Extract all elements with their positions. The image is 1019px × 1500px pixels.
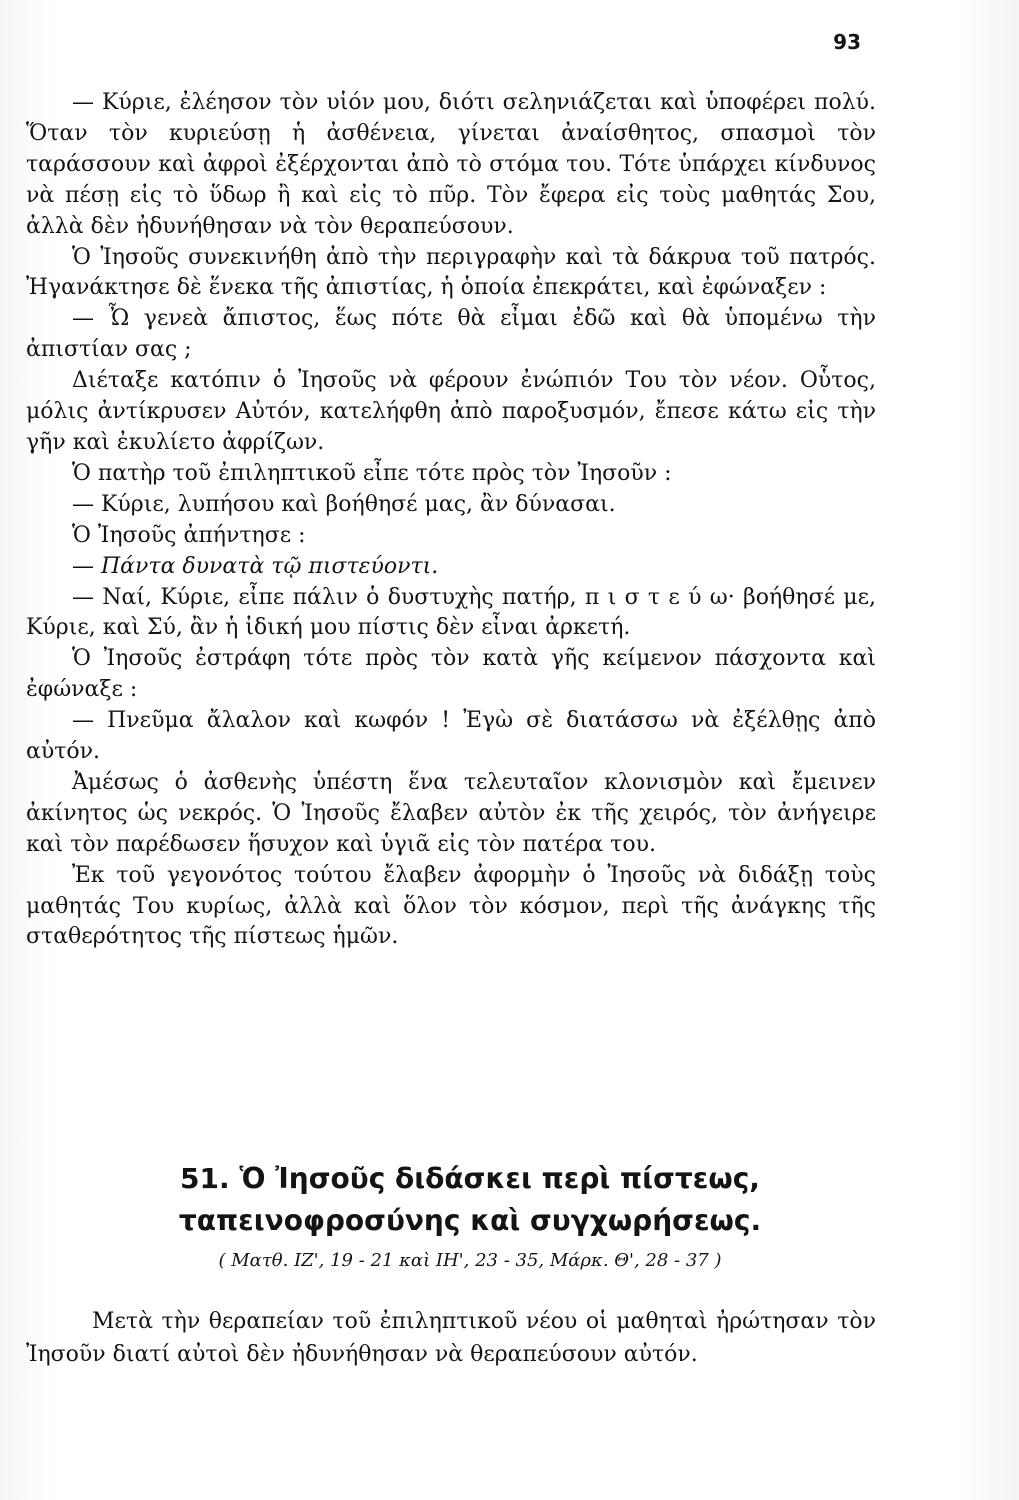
paragraph-jesus-answered: Ὁ Ἰησοῦς ἀπήντησε :: [72, 522, 306, 548]
body-text: [26, 88, 876, 953]
section-heading: [110, 1158, 830, 1242]
paragraph-boy-brought: Διέταξε κατόπιν ὁ Ἰησοῦς νὰ φέρουν ἐνώπιόν Του τὸν νέον. Οὗτος, μόλις ἀντίκρυσεν Αὐτόν, κατελήφθη ἀπὸ παροξυσμόν, ἔπεσε κάτω εἰς τὴν γῆν καὶ ἐκυλίετο ἀφρίζων.: [26, 368, 876, 455]
section-heading-line-1: 51. Ὁ Ἰησοῦς διδάσκει περὶ πίστεως,: [180, 1162, 760, 1195]
paragraph-faithless-generation: — Ὦ γενεὰ ἄπιστος, ἕως πότε θὰ εἶμαι ἐδῶ καὶ θὰ ὑπομένω τὴν ἀπιστίαν σας ;: [26, 306, 876, 363]
section-heading-line-2: ταπεινοφροσύνης καὶ συγχωρήσεως.: [178, 1204, 762, 1237]
paragraph-disciples-asked: Μετὰ τὴν θεραπείαν τοῦ ἐπιληπτικοῦ νέου οἱ μαθηταὶ ἠρώτησαν τὸν Ἰησοῦν διατί αὐτοὶ δὲν ἠδυνήθησαν νὰ θεραπεύσουν αὐτόν.: [26, 1309, 876, 1367]
paragraph-lesson: Ἐκ τοῦ γεγονότος τούτου ἔλαβεν ἀφορμὴν ὁ Ἰησοῦς νὰ διδάξῃ τοὺς μαθητάς Του κυρίως, ἀλλὰ καὶ ὅλον τὸν κόσμον, περὶ τῆς ἀνάγκης τῆς σταθερότητος τῆς πίστεως ἡμῶν.: [26, 862, 876, 950]
paragraph-healing: Ἀμέσως ὁ ἀσθενὴς ὑπέστη ἕνα τελευταῖον κλονισμὸν καὶ ἔμεινεν ἀκίνητος ὡς νεκρός. Ὁ Ἰησοῦς ἔλαβεν αὐτὸν ἐκ τῆς χειρός, τὸν ἀνήγειρε καὶ τὸν παρέδωσεν ἥσυχον καὶ ὑγιᾶ εἰς τὸν πατέρα του.: [26, 769, 876, 857]
paragraph-dumb-spirit: — Πνεῦμα ἄλαλον καὶ κωφόν ! Ἐγὼ σὲ διατάσσω νὰ ἐξέλθῃς ἀπὸ αὐτόν.: [26, 708, 876, 765]
paragraph-lord-help: — Κύριε, λυπήσου καὶ βοήθησέ μας, ἂν δύνασαι.: [72, 491, 616, 517]
paragraph-father-speaks: Ὁ πατὴρ τοῦ ἐπιληπτικοῦ εἶπε τότε πρὸς τὸν Ἰησοῦν :: [72, 460, 672, 486]
paragraph-jesus-moved: Ὁ Ἰησοῦς συνεκινήθη ἀπὸ τὴν περιγραφὴν καὶ τὰ δάκρυα τοῦ πατρός. Ἠγανάκτησε δὲ ἕνεκα τῆς ἀπιστίας, ἡ ὁποία ἐπεκράτει, καὶ ἐφώναξεν :: [26, 244, 876, 301]
paragraph-i-believe: — Ναί, Κύριε, εἶπε πάλιν ὁ δυστυχὴς πατήρ, π ι σ τ ε ύ ω· βοήθησέ με, Κύριε, καὶ Σύ, ἂν ἡ ἰδική μου πίστις δὲν εἶναι ἀρκετή.: [26, 584, 876, 641]
paragraph-jesus-turned: Ὁ Ἰησοῦς ἐστράφη τότε πρὸς τὸν κατὰ γῆς κείμενον πάσχοντα καὶ ἐφώναξε :: [26, 646, 876, 703]
page-number: 93: [833, 30, 861, 54]
paragraph-all-possible: — Πάντα δυνατὰ τῷ πιστεύοντι.: [72, 553, 439, 579]
scripture-reference: ( Ματθ. ΙΖ', 19 - 21 καὶ ΙΗ', 23 - 35, Μάρκ. Θ', 28 - 37 ): [218, 1250, 722, 1271]
paragraph-father-plea: — Κύριε, ἐλέησον τὸν υἱόν μου, διότι σεληνιάζεται καὶ ὑποφέρει πολύ. Ὅταν τὸν κυριεύσῃ ἡ ἀσθένεια, γίνεται ἀναίσθητος, σπασμοὶ τὸν ταράσσουν καὶ ἀφροὶ ἐξέρχονται ἀπὸ τὸ στόμα του. Τότε ὑπάρχει κίνδυνος νὰ πέσῃ εἰς τὸ ὕδωρ ἢ καὶ εἰς τὸ πῦρ. Τὸν ἔφερα εἰς τοὺς μαθητάς Σου, ἀλλὰ δὲν ἠδυνήθησαν νὰ τὸν θεραπεύσουν.: [26, 90, 876, 239]
closing-text: [26, 1305, 876, 1371]
